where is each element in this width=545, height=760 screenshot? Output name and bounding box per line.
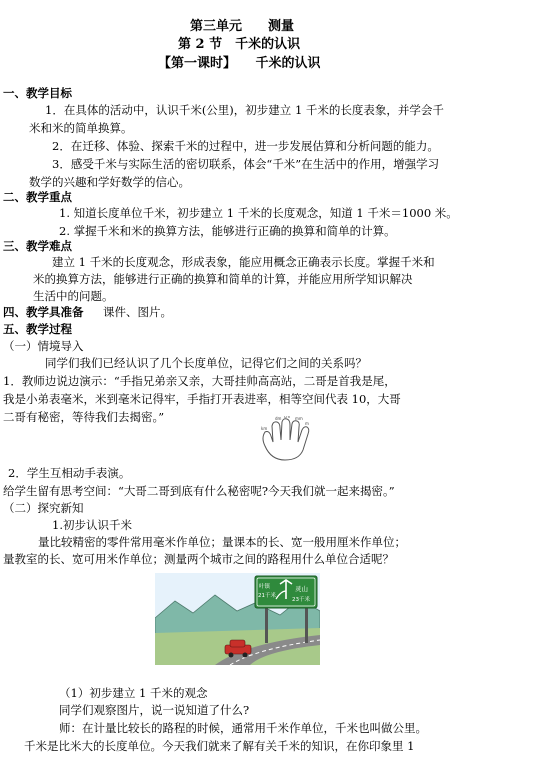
- step-1-question: 同学们我们已经认识了几个长度单位，记得它们之间的关系吗？: [45, 356, 367, 370]
- goal-3-line-2: 数学的兴趣和学好数学的信心。: [29, 175, 190, 189]
- key-point-2: 2. 掌握千米和米的换算方法，能够进行正确的换算和简单的计算。: [59, 224, 396, 238]
- difficulties-line-1: 建立 1 千米的长度观念，形成表象，能应用概念正确表示长度。掌握千米和: [52, 255, 435, 269]
- step-2-line-1: 量比较精密的零件常用毫米作单位；量课本的长、宽一般用厘米作单位；: [38, 535, 406, 549]
- goal-1-line-2: 米和米的简单换算。: [29, 121, 133, 135]
- teacher-line-1: 师：在计量比较长的路程的时候，通常用千米作单位，千米也叫做公里。: [59, 721, 427, 735]
- road-sign-illustration: [155, 573, 320, 665]
- step-3-heading: （1）初步建立 1 千米的观念: [59, 686, 208, 700]
- goals-heading: 一、教学目标: [3, 86, 72, 100]
- step-1-para-2: 2．学生互相动手表演。: [8, 466, 131, 480]
- goal-2: 2．在迁移、体验、探索千米的过程中，进一步发展估算和分析问题的能力。: [52, 139, 439, 153]
- sign-left-name: 叶镇: [259, 584, 271, 590]
- process-heading: 五、教学过程: [3, 322, 72, 336]
- section-title: 第 2 节 千米的认识: [178, 37, 301, 52]
- hand-label-mm: mm: [295, 416, 303, 421]
- hand-label-km: km: [261, 426, 268, 431]
- key-points-heading: 二、教学重点: [3, 190, 72, 204]
- goal-1-line-1: 1．在具体的活动中，认识千米(公里)，初步建立 1 千米的长度表象，并学会千: [45, 103, 444, 117]
- hand-label-dm: dm: [275, 416, 282, 421]
- sign-right-name: 灵山: [295, 585, 308, 593]
- step-3-question: 同学们观察图片，说一说知道了什么?: [59, 703, 250, 717]
- sign-left-distance: 21千米: [258, 593, 276, 599]
- prep-heading: 四、教学具准备: [3, 305, 84, 319]
- teacher-line-2: 千米是比米大的长度单位。今天我们就来了解有关千米的知识，在你印象里 1: [24, 739, 415, 753]
- step-1-para-line-3: 二哥有秘密，等待我们去揭密。”: [3, 410, 165, 424]
- lesson-title: 【第一课时】 千米的认识: [158, 56, 321, 71]
- unit-title: 第三单元 测量: [190, 19, 295, 34]
- hand-label-m: m: [305, 421, 309, 426]
- difficulties-heading: 三、教学难点: [3, 239, 72, 253]
- step-2-subheading: 1.初步认识千米: [52, 518, 132, 532]
- sign-right-distance: 23千米: [292, 597, 310, 603]
- hand-label-cm: cm: [284, 416, 291, 419]
- key-point-1: 1. 知道长度单位千米，初步建立 1 千米的长度观念，知道 1 千米＝1000 米。: [59, 206, 458, 220]
- prep-text: 课件、图片。: [103, 305, 172, 319]
- step-2-line-2: 量教室的长、宽可用米作单位；测量两个城市之间的路程用什么单位合适呢？: [3, 552, 394, 566]
- goal-3-line-1: 3．感受千米与实际生活的密切联系，体会“千米”在生活中的作用，增强学习: [52, 157, 440, 171]
- step-1-para-3: 给学生留有思考空间：“大哥二哥到底有什么秘密呢?今天我们就一起来揭密。”: [3, 484, 395, 498]
- step-1-para-line-2: 我是小弟表毫米，米到毫米记得牢，手指打开表进率，相等空间代表 10，大哥: [3, 392, 401, 406]
- step-1-para-line-1: 1．教师边说边演示：“手指兄弟亲又亲，大哥挂帅高高站，二哥是首我是尾，: [3, 374, 396, 388]
- difficulties-line-2: 米的换算方法，能够进行正确的换算和简单的计算，并能应用所学知识解决: [33, 272, 413, 286]
- hand-illustration: [255, 416, 339, 464]
- step-2-heading: （二）探究新知: [3, 501, 84, 515]
- step-1-heading: （一）情境导入: [3, 339, 84, 353]
- difficulties-line-3: 生活中的问题。: [33, 289, 114, 303]
